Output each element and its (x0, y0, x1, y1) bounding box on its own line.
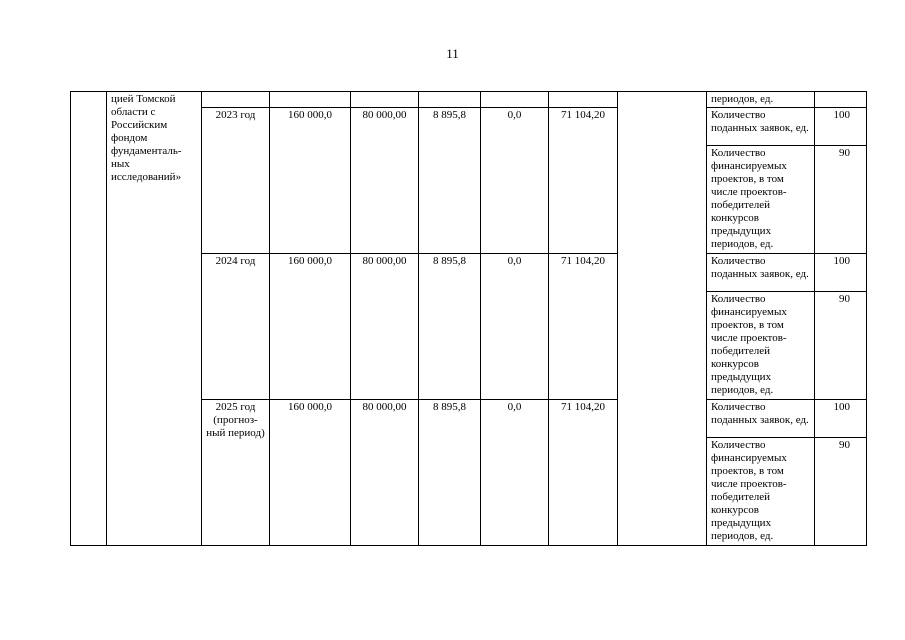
value-cell: 90 (815, 292, 867, 400)
regional-cell: 8 895,8 (419, 400, 481, 546)
regional-cell: 8 895,8 (419, 254, 481, 400)
page-number: 11 (446, 46, 459, 61)
extra-cell: 71 104,20 (549, 400, 618, 546)
total-cell: 160 000,0 (270, 254, 351, 400)
empty-cell (419, 92, 481, 108)
year-cell: 2025 год (прогноз-ный период) (202, 400, 270, 546)
empty-cell (202, 92, 270, 108)
indicator-cell: Количество поданных заявок, ед. (707, 108, 815, 146)
budget-table (70, 91, 867, 546)
federal-cell: 80 000,00 (351, 400, 419, 546)
measure-text: цией Томской области с Российским фондом фундаменталь-ных исследований» (111, 93, 182, 183)
measure-name-cell (107, 92, 202, 546)
extra-cell: 71 104,20 (549, 254, 618, 400)
indicator-cell: Количество финансируемых проектов, в том числе проектов-победителей конкурсов предыдущих периодов, ед. (707, 146, 815, 254)
extra-cell: 71 104,20 (549, 108, 618, 254)
indicator-cell: Количество поданных заявок, ед. (707, 400, 815, 438)
indicator-cell: Количество финансируемых проектов, в том числе проектов-победителей конкурсов предыдущих периодов, ед. (707, 438, 815, 546)
local-cell: 0,0 (481, 108, 549, 254)
federal-cell: 80 000,00 (351, 254, 419, 400)
empty-cell (270, 92, 351, 108)
indicator-cell: Количество финансируемых проектов, в том числе проектов-победителей конкурсов предыдущих периодов, ед. (707, 292, 815, 400)
year-cell: 2023 год (202, 108, 270, 254)
federal-cell: 80 000,00 (351, 108, 419, 254)
value-cell: 100 (815, 108, 867, 146)
value-cell: 90 (815, 146, 867, 254)
local-cell: 0,0 (481, 254, 549, 400)
value-cell: 100 (815, 254, 867, 292)
executor-cell (618, 92, 707, 546)
total-cell: 160 000,0 (270, 108, 351, 254)
index-cell (71, 92, 107, 546)
local-cell: 0,0 (481, 400, 549, 546)
value-cell: 90 (815, 438, 867, 546)
year-cell: 2024 год (202, 254, 270, 400)
indicator-cell: Количество поданных заявок, ед. (707, 254, 815, 292)
regional-cell: 8 895,8 (419, 108, 481, 254)
empty-cell (481, 92, 549, 108)
indicator-cell: периодов, ед. (707, 92, 815, 108)
continuation-row (71, 92, 867, 108)
empty-cell (351, 92, 419, 108)
empty-cell (549, 92, 618, 108)
total-cell: 160 000,0 (270, 400, 351, 546)
value-cell: 100 (815, 400, 867, 438)
value-cell (815, 92, 867, 108)
